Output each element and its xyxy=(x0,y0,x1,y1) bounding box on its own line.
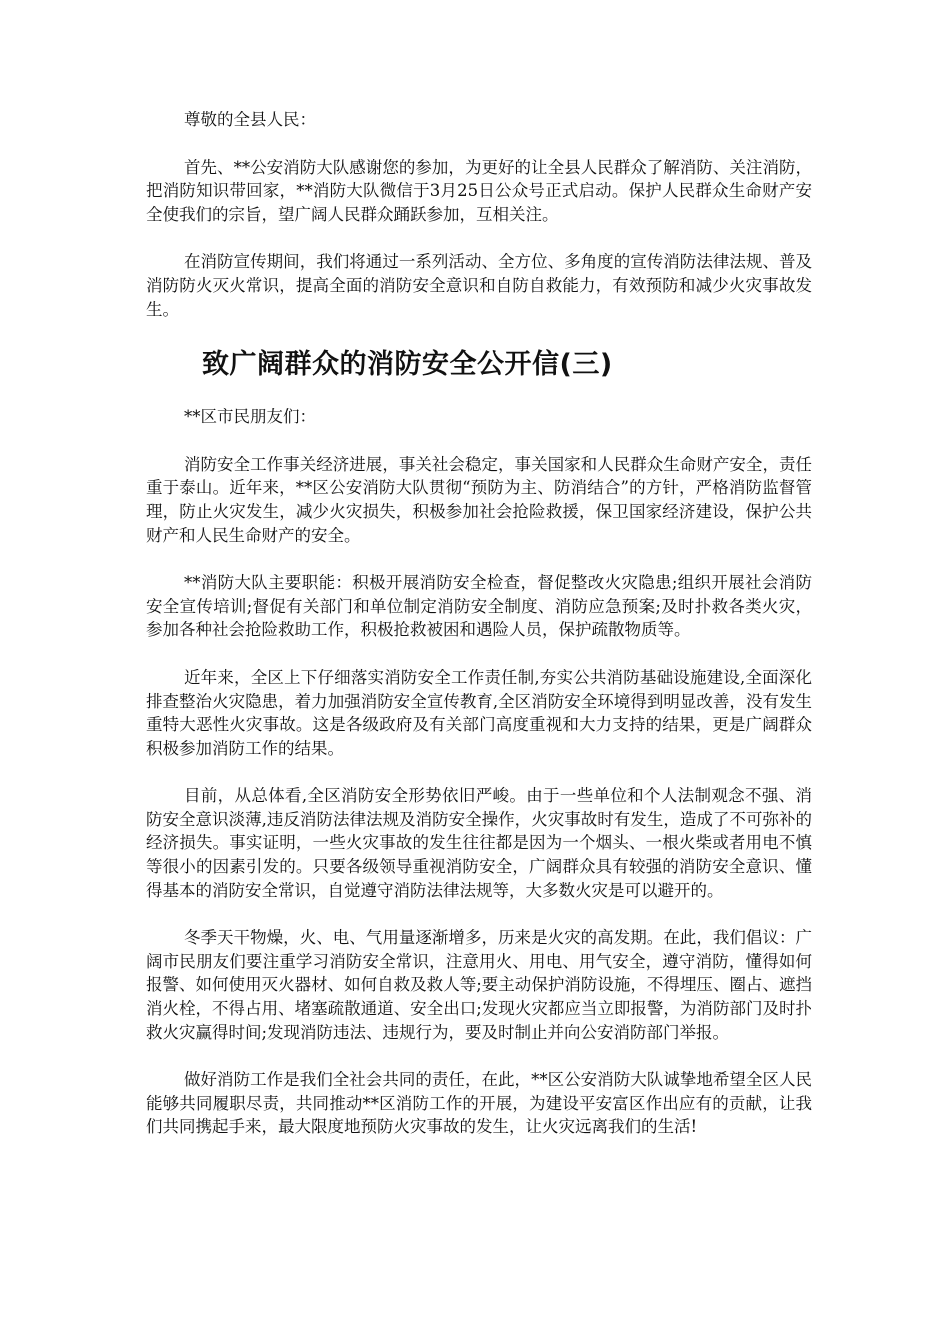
letter2-paragraph-3: 近年来，全区上下仔细落实消防安全工作责任制,夯实公共消防基础设施建设,全面深化排查整治火灾隐患，着力加强消防安全宣传教育,全区消防安全环境得到明显改善，没有发生重特大恶性火灾事故。这是各级政府及有关部门高度重视和大力支持的结果，更是广阔群众积极参加消防工作的结果。 xyxy=(146,667,812,758)
letter2-paragraph-2: **消防大队主要职能：积极开展消防安全检查，督促整改火灾隐患;组织开展社会消防安全宣传培训;督促有关部门和单位制定消防安全制度、消防应急预案;及时扑救各类火灾，参加各种社会抢险救助工作，积极抢救被困和遇险人员，保护疏散物质等。 xyxy=(146,573,812,640)
document-page xyxy=(146,108,812,1163)
letter2-salutation: **区市民朋友们： xyxy=(184,407,316,427)
letter1-salutation: 尊敬的全县人民： xyxy=(184,110,316,129)
letter2-paragraph-6: 做好消防工作是我们全社会共同的责任，在此，**区公安消防大队诚挚地希望全区人民能够共同履职尽责，共同推动**区消防工作的开展，为建设平安富区作出应有的贡献，让我们共同携起手来，最大限度地预防火灾事故的发生，让火灾远离我们的生活! xyxy=(146,1070,812,1137)
letter2-paragraph-1: 消防安全工作事关经济进展，事关社会稳定，事关国家和人民群众生命财产安全，责任重于泰山。近年来，**区公安消防大队贯彻“预防为主、防消结合”的方针，严格消防监督管理，防止火灾发生，减少火灾损失，积极参加社会抢险救援，保卫国家经济建设，保护公共财产和人民生命财产的安全。 xyxy=(146,454,812,545)
letter2-title: 致广阔群众的消防安全公开信(三) xyxy=(202,349,613,381)
letter2-paragraph-5: 冬季天干物燥，火、电、气用量逐渐增多，历来是火灾的高发期。在此，我们倡议：广阔市民朋友们要注重学习消防安全常识，注意用火、用电、用气安全，遵守消防，懂得如何报警、如何使用灭火器材、如何自救及救人等;要主动保护消防设施，不得埋压、圈占、遮挡消火栓，不得占用、堵塞疏散通道、安全出口;发现火灾都应当立即报警，为消防部门及时扑救火灾赢得时间;发现消防违法、违规行为，要及时制止并向公安消防部门举报。 xyxy=(146,928,812,1042)
letter1-paragraph-1: 首先、**公安消防大队感谢您的参加，为更好的让全县人民群众了解消防、关注消防，把消防知识带回家，**消防大队微信于3月25日公众号正式启动。保护人民群众生命财产安全使我们的宗旨，望广阔人民群众踊跃参加，互相关注。 xyxy=(146,157,812,224)
letter2-paragraph-4: 目前，从总体看,全区消防安全形势依旧严峻。由于一些单位和个人法制观念不强、消防安全意识淡薄,违反消防法律法规及消防安全操作，火灾事故时有发生，造成了不可弥补的经济损失。事实证明，一些火灾事故的发生往往都是因为一个烟头、一根火柴或者用电不慎等很小的因素引发的。只要各级领导重视消防安全，广阔群众具有较强的消防安全意识、懂得基本的消防安全常识，自觉遵守消防法律法规等，大多数火灾是可以避开的。 xyxy=(146,786,812,900)
letter1-paragraph-2: 在消防宣传期间，我们将通过一系列活动、全方位、多角度的宣传消防法律法规、普及消防防火灭火常识，提高全面的消防安全意识和自防自救能力，有效预防和减少火灾事故发生。 xyxy=(146,252,812,319)
